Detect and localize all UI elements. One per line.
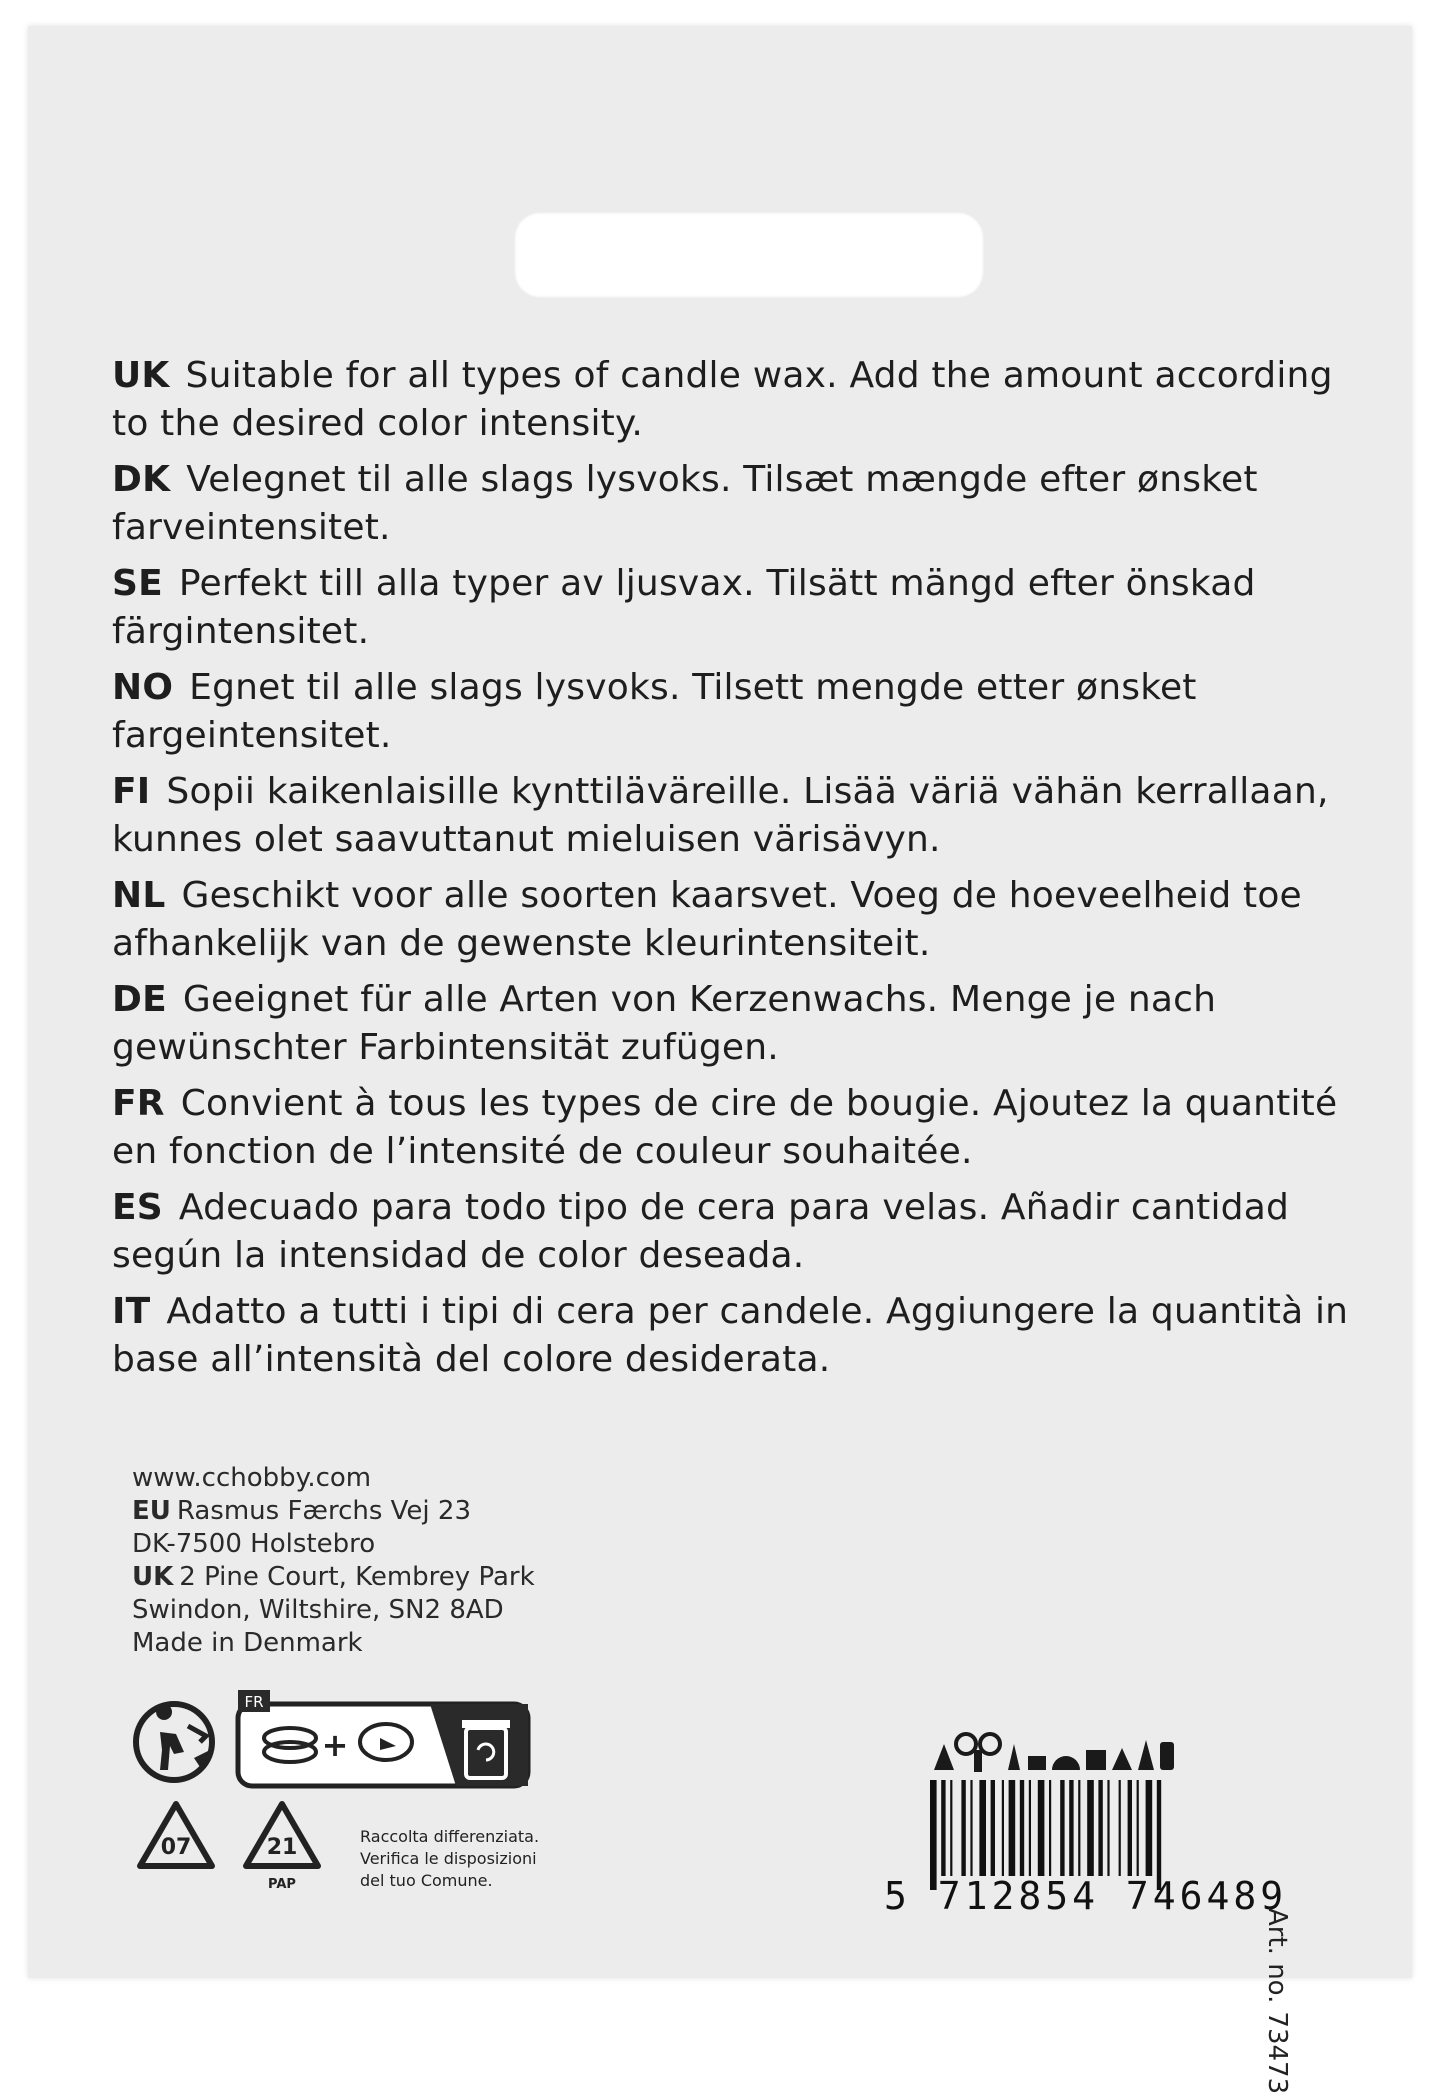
eu-street: Rasmus Færchs Vej 23 (176, 1496, 471, 1526)
instruction-nl (112, 872, 1352, 968)
barcode-bar (1002, 1780, 1004, 1876)
recycle-21-pap-icon (246, 1804, 318, 1892)
instruction-se (112, 560, 1352, 656)
barcode-bar (1137, 1780, 1139, 1876)
language-code: NO (112, 667, 174, 708)
barcode-bar (941, 1780, 945, 1876)
article-label: Art. no. (1262, 1908, 1292, 2004)
instruction-text: Egnet til alle slags lysvoks. Tilsett mengde etter ønsket fargeintensitet. (112, 667, 1197, 756)
instruction-dk (112, 456, 1352, 552)
language-code: DK (112, 459, 171, 500)
article-value: 73473 (1262, 2011, 1292, 2094)
instruction-text: Adecuado para todo tipo de cera para velas. Añadir cantidad según la intensidad de color deseada. (112, 1187, 1290, 1276)
barcode-bar (979, 1780, 986, 1876)
language-code: FI (112, 771, 151, 812)
barcode-bar (950, 1780, 952, 1876)
barcode-bar (1146, 1780, 1153, 1876)
instruction-uk (112, 352, 1352, 448)
barcode-bar (1078, 1780, 1080, 1876)
barcode-bar (1098, 1780, 1102, 1876)
language-code: UK (112, 355, 170, 396)
barcode-bar (1128, 1780, 1132, 1876)
contact-info (132, 1462, 535, 1660)
instruction-list (112, 352, 1352, 1392)
instruction-text: Suitable for all types of candle wax. Add the amount according to the desired color intensity. (112, 355, 1333, 444)
eu-label: EU (132, 1496, 171, 1526)
sorting-note-line2: Verifica le disposizioni (360, 1849, 537, 1868)
barcode-bar (1009, 1780, 1016, 1876)
uk-address-line2: Swindon, Wiltshire, SN2 8AD (132, 1595, 504, 1625)
barcode-bar (991, 1780, 995, 1876)
language-code: FR (112, 1083, 165, 1124)
paper-label: PAP (268, 1877, 296, 1892)
eu-address-line2: DK-7500 Holstebro (132, 1529, 376, 1559)
instruction-text: Convient à tous les types de cire de bougie. Ajoutez la quantité en fonction de l’intensité de couleur souhaitée. (112, 1083, 1338, 1172)
packaging-sorting-icon (238, 1690, 528, 1786)
language-code: DE (112, 979, 167, 1020)
barcode-bar (1038, 1780, 1045, 1876)
instruction-text: Perfekt till alla typer av ljusvax. Tilsätt mängd efter önskad färgintensitet. (112, 563, 1256, 652)
instruction-fi (112, 768, 1352, 864)
language-code: ES (112, 1187, 163, 1228)
craft-tools-icon (934, 1734, 1174, 1772)
sorting-note-line3: del tuo Comune. (360, 1871, 493, 1890)
barcode-bar (1087, 1780, 1094, 1876)
instruction-text: Adatto a tutti i tipi di cera per candele. Aggiungere la quantità in base all’intensità del colore desiderata. (112, 1291, 1349, 1380)
barcode-bar (1060, 1780, 1064, 1876)
uk-street: 2 Pine Court, Kembrey Park (179, 1562, 535, 1592)
recycle-07-icon (140, 1804, 212, 1866)
plus-sign: + (321, 1726, 349, 1764)
hang-hole (514, 212, 984, 298)
language-code: SE (112, 563, 163, 604)
instruction-text: Geeignet für alle Arten von Kerzenwachs. Menge je nach gewünschter Farbintensität zufügen. (112, 979, 1217, 1068)
paper-code: 21 (266, 1835, 298, 1860)
instruction-it (112, 1288, 1352, 1384)
instruction-de (112, 976, 1352, 1072)
language-code: IT (112, 1291, 151, 1332)
barcode-bar (1107, 1780, 1109, 1876)
uk-address-line1 (132, 1561, 535, 1594)
fr-badge: FR (244, 1693, 264, 1711)
sorting-note-line1: Raccolta differenziata. (360, 1827, 540, 1846)
website-text: www.cchobby.com (132, 1463, 372, 1493)
barcode-bar (1020, 1780, 1024, 1876)
barcode-bar (1029, 1780, 1031, 1876)
instruction-text: Geschikt voor alle soorten kaarsvet. Voeg de hoeveelheid toe afhankelijk van de gewenste kleurintensiteit. (112, 875, 1302, 964)
barcode-bar (1069, 1780, 1073, 1876)
eu-address-line1 (132, 1495, 535, 1528)
barcode-bar (1049, 1780, 1051, 1876)
instruction-no (112, 664, 1352, 760)
barcode-bar (970, 1780, 972, 1876)
article-number (1262, 1900, 1292, 2094)
language-code: NL (112, 875, 166, 916)
plastic-code: 07 (160, 1835, 192, 1860)
barcode-bar (961, 1780, 965, 1876)
barcode-bar (1119, 1780, 1121, 1876)
instruction-es (112, 1184, 1352, 1280)
instruction-fr (112, 1080, 1352, 1176)
triman-icon (136, 1704, 212, 1780)
instruction-text: Velegnet til alle slags lysvoks. Tilsæt mængde efter ønsket farveintensitet. (112, 459, 1258, 548)
instruction-text: Sopii kaikenlaisille kynttiläväreille. Lisää väriä vähän kerrallaan, kunnes olet saavuttanut mieluisen värisävyn. (112, 771, 1329, 860)
barcode-number: 5 712854 746489 (884, 1874, 1288, 1918)
recycling-marks (130, 1690, 550, 1930)
uk-label: UK (132, 1562, 174, 1592)
sorting-note (360, 1826, 539, 1892)
made-in-text: Made in Denmark (132, 1628, 363, 1658)
